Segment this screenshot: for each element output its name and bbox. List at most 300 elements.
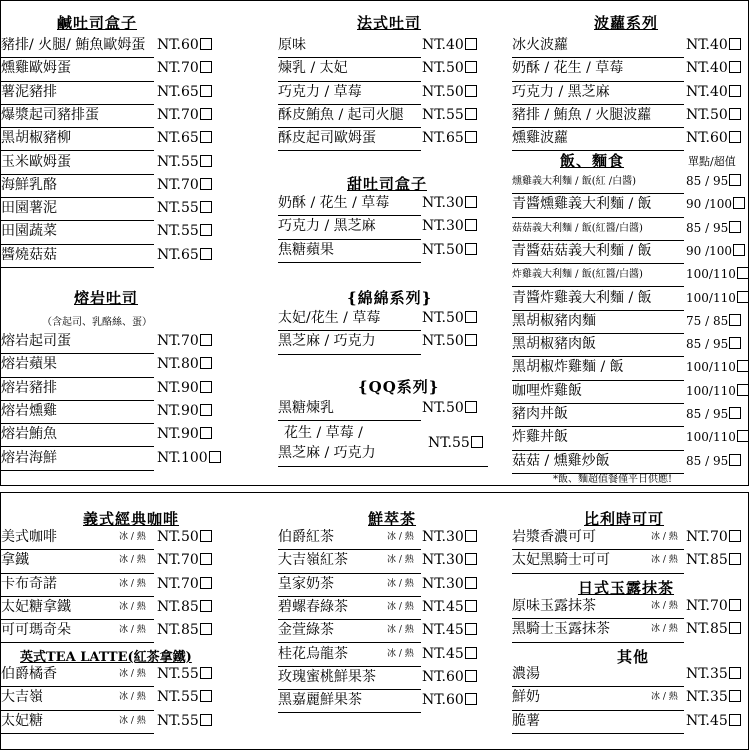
- salty-box-item: [1, 58, 199, 81]
- french-toast-item: [278, 128, 464, 151]
- item-price-text: NT.45: [686, 712, 728, 729]
- item-name: 鮮奶: [512, 689, 540, 706]
- item-checkbox[interactable]: [465, 647, 477, 659]
- matcha-item: [512, 596, 728, 619]
- item-price: [157, 597, 212, 618]
- item-price-text: 85 / 95: [686, 407, 729, 421]
- qq-combo-checkbox[interactable]: [471, 436, 483, 448]
- item-checkbox[interactable]: [733, 244, 745, 256]
- item-price: [686, 82, 741, 103]
- fresh-tea-item: [278, 690, 464, 713]
- item-name: 脆薯: [512, 712, 540, 729]
- item-price: [422, 82, 477, 103]
- item-name: 醬燒菇菇: [1, 246, 57, 263]
- item-price: [686, 194, 745, 215]
- qq-combo-line2: 黑芝麻 / 巧克力: [278, 445, 376, 461]
- item-checkbox[interactable]: [465, 553, 477, 565]
- boluo-title: 波蘿系列: [594, 14, 659, 32]
- item-price: [157, 620, 212, 641]
- fresh-tea-item: [278, 667, 464, 690]
- item-price: [422, 331, 477, 352]
- tea-latte-item: [1, 711, 199, 734]
- item-name: 熔岩豬排: [1, 379, 57, 396]
- item-price: [686, 128, 741, 149]
- item-price-text: 90 /100: [686, 243, 733, 258]
- item-price: [157, 687, 212, 708]
- item-checkbox[interactable]: [733, 197, 745, 209]
- item-name: 田園蔬菜: [1, 223, 57, 240]
- item-price: [157, 128, 212, 149]
- salty-box-item: [1, 35, 199, 58]
- item-checkbox[interactable]: [729, 174, 741, 186]
- item-price-text: NT.70: [157, 60, 199, 77]
- item-checkbox[interactable]: [200, 553, 212, 565]
- coffee-item: [1, 574, 199, 597]
- item-price-text: NT.35: [686, 666, 728, 682]
- qq-title: {QQ系列}: [358, 378, 440, 396]
- item-price-text: NT.35: [686, 689, 728, 706]
- item-checkbox[interactable]: [729, 38, 741, 50]
- item-price-text: NT.50: [422, 83, 464, 100]
- item-price: [157, 35, 212, 56]
- item-checkbox[interactable]: [200, 248, 212, 260]
- item-name: 焦糖蘋果: [278, 241, 334, 258]
- item-price: [157, 711, 212, 732]
- item-price-text: 100/110: [686, 430, 736, 445]
- item-checkbox[interactable]: [729, 530, 741, 542]
- item-price-text: NT.50: [686, 106, 728, 123]
- item-name: 太妃糖拿鐵: [1, 598, 71, 615]
- item-price-text: NT.55: [157, 223, 199, 240]
- item-name: 燻雞波蘿: [512, 130, 568, 147]
- item-price-text: 100/110: [686, 267, 736, 282]
- others-item: [512, 687, 728, 710]
- item-checkbox[interactable]: [729, 108, 741, 120]
- ice-hot-label: 冰 / 熱: [387, 625, 414, 636]
- item-name: 豬排 / 鮪魚 / 火腿波蘿: [512, 106, 652, 123]
- item-price-text: NT.100: [157, 449, 208, 466]
- item-checkbox[interactable]: [737, 291, 749, 303]
- tea-latte-title: 英式TEA LATTE(紅茶拿鐵): [20, 650, 192, 665]
- item-price: [422, 527, 477, 548]
- tea-latte-item: [1, 664, 199, 687]
- coffee-item: [1, 527, 199, 550]
- item-checkbox[interactable]: [465, 219, 477, 231]
- item-checkbox[interactable]: [737, 360, 749, 372]
- item-price: [422, 574, 477, 595]
- coffee-item: [1, 550, 199, 573]
- mianmian-item: [278, 331, 464, 354]
- item-checkbox[interactable]: [465, 131, 477, 143]
- item-name: 巧克力 / 黑芝麻: [278, 218, 376, 235]
- item-price-text: NT.30: [422, 218, 464, 235]
- item-price-text: NT.70: [157, 106, 199, 123]
- rice-noodle-item: [512, 404, 729, 427]
- item-name: 煉乳 / 太妃: [278, 60, 348, 77]
- item-price: [422, 597, 477, 618]
- rice-noodle-header-note: 單點/超值: [688, 155, 736, 168]
- rice-noodle-item: [512, 311, 729, 334]
- sweet-box-item: [278, 240, 464, 263]
- item-name: 黑糖煉乳: [278, 400, 334, 416]
- item-name: 酥皮鮪魚 / 起司火腿: [278, 106, 404, 123]
- item-name: 熔岩蘋果: [1, 356, 57, 373]
- coffee-item: [1, 597, 199, 620]
- item-price: [686, 427, 749, 448]
- item-price-text: NT.70: [157, 552, 199, 569]
- item-checkbox[interactable]: [200, 427, 212, 439]
- rice-noodle-item: [512, 288, 736, 311]
- item-price: [422, 58, 477, 79]
- item-name: 太妃/花生 / 草莓: [278, 310, 381, 326]
- item-checkbox[interactable]: [465, 623, 477, 635]
- others-item: [512, 711, 728, 734]
- item-name: 金萱綠茶: [278, 622, 334, 639]
- item-price: [157, 574, 212, 595]
- item-checkbox[interactable]: [465, 530, 477, 542]
- ice-hot-label: 冰 / 熱: [119, 669, 146, 679]
- item-name: 青醬燻雞義大利麵 / 飯: [512, 196, 652, 213]
- item-checkbox[interactable]: [737, 430, 749, 442]
- item-name: 青醬菇菇義大利麵 / 飯: [512, 242, 652, 259]
- fresh-tea-item: [278, 550, 464, 573]
- item-price-text: NT.55: [157, 200, 199, 217]
- rice-noodle-item: [512, 334, 729, 357]
- item-checkbox[interactable]: [465, 108, 477, 120]
- item-price-text: NT.50: [422, 241, 464, 258]
- item-price: [422, 620, 477, 641]
- item-name: 濃湯: [512, 666, 540, 682]
- item-price: [686, 288, 749, 309]
- item-price: [686, 311, 741, 332]
- item-checkbox[interactable]: [465, 311, 477, 323]
- lava-toast-item: [1, 378, 199, 401]
- item-name: 熔岩鮪魚: [1, 426, 57, 443]
- ice-hot-label: 冰 / 熱: [119, 715, 146, 726]
- item-price: [157, 198, 212, 219]
- item-price: [686, 711, 741, 732]
- item-price: [422, 105, 477, 126]
- ice-hot-label: 冰 / 熱: [387, 532, 414, 542]
- rice-noodle-item: [512, 171, 729, 194]
- fresh-tea-title: 鮮萃茶: [368, 510, 417, 528]
- item-checkbox[interactable]: [465, 61, 477, 73]
- item-price-text: NT.50: [422, 60, 464, 77]
- item-price: [422, 667, 477, 688]
- item-checkbox[interactable]: [465, 600, 477, 612]
- item-name: 熔岩燻雞: [1, 402, 57, 419]
- item-checkbox[interactable]: [200, 623, 212, 635]
- item-price: [422, 398, 477, 419]
- salty-box-item: [1, 175, 199, 198]
- ice-hot-label: 冰 / 熱: [119, 555, 146, 566]
- lava-toast-item: [1, 354, 199, 377]
- item-checkbox[interactable]: [729, 407, 741, 419]
- french-toast-item: [278, 82, 464, 105]
- item-name: 咖哩炸雞飯: [512, 382, 582, 399]
- item-name: 青醬炸雞義大利麵 / 飯: [512, 289, 652, 306]
- item-price: [686, 58, 741, 79]
- item-price-text: NT.30: [422, 575, 464, 592]
- lava-toast-item: [1, 401, 199, 424]
- item-checkbox[interactable]: [465, 85, 477, 97]
- item-checkbox[interactable]: [465, 401, 477, 413]
- item-checkbox[interactable]: [729, 667, 741, 679]
- ice-hot-label: 冰 / 熱: [119, 601, 146, 612]
- item-name: 卡布奇諾: [1, 575, 57, 592]
- others-item: [512, 664, 728, 687]
- rice-noodle-item: [512, 241, 733, 264]
- ice-hot-label: 冰 / 熱: [119, 532, 146, 542]
- rice-noodle-footnote: *飯、麵超值餐僅平日供應!: [553, 474, 673, 485]
- salty-box-item: [1, 221, 199, 244]
- lava-toast-title: 熔岩吐司: [74, 289, 139, 307]
- item-checkbox[interactable]: [465, 196, 477, 208]
- item-checkbox[interactable]: [200, 381, 212, 393]
- item-price: [686, 357, 749, 378]
- rice-noodle-title: 飯、麵食: [560, 152, 625, 170]
- item-price: [686, 404, 741, 425]
- item-checkbox[interactable]: [200, 690, 212, 702]
- item-price: [686, 451, 741, 472]
- item-price-text: NT.65: [422, 130, 464, 147]
- item-price-text: NT.45: [422, 622, 464, 639]
- item-price: [686, 241, 745, 262]
- boluo-item: [512, 58, 728, 81]
- item-price-text: NT.60: [686, 130, 728, 147]
- rice-noodle-item: [512, 451, 729, 474]
- item-checkbox[interactable]: [729, 314, 741, 326]
- item-price-text: NT.50: [157, 529, 199, 545]
- item-checkbox[interactable]: [729, 454, 741, 466]
- item-checkbox[interactable]: [200, 61, 212, 73]
- item-name: 奶酥 / 花生 / 草莓: [278, 195, 390, 211]
- item-name: 薯泥豬排: [1, 83, 57, 100]
- item-checkbox[interactable]: [465, 577, 477, 589]
- item-checkbox[interactable]: [465, 334, 477, 346]
- mianmian-title: {綿綿系列}: [347, 289, 433, 307]
- item-name: 黑胡椒豬肉飯: [512, 336, 596, 353]
- item-price-text: 75 / 85: [686, 313, 729, 328]
- item-checkbox[interactable]: [729, 221, 741, 233]
- item-checkbox[interactable]: [200, 108, 212, 120]
- item-name: 熔岩海鮮: [1, 449, 57, 466]
- item-price: [422, 690, 477, 711]
- item-checkbox[interactable]: [465, 670, 477, 682]
- item-checkbox[interactable]: [200, 178, 212, 190]
- item-price-text: 100/110: [686, 383, 736, 398]
- item-price-text: NT.70: [157, 333, 199, 349]
- item-price: [157, 448, 221, 469]
- sweet-box-item: [278, 193, 464, 216]
- item-checkbox[interactable]: [200, 155, 212, 167]
- item-checkbox[interactable]: [729, 714, 741, 726]
- item-price-text: NT.60: [422, 668, 464, 685]
- item-price: [686, 550, 741, 571]
- item-price-text: NT.55: [157, 666, 199, 682]
- item-name: 大吉嶺: [1, 689, 43, 706]
- item-name: 巧克力 / 黑芝麻: [512, 83, 610, 100]
- boluo-item: [512, 35, 728, 58]
- item-checkbox[interactable]: [729, 599, 741, 611]
- coffee-item: [1, 620, 199, 643]
- ice-hot-label: 冰 / 熱: [119, 692, 146, 703]
- ice-hot-label: 冰 / 熱: [387, 601, 414, 612]
- item-checkbox[interactable]: [200, 224, 212, 236]
- ice-hot-label: 冰 / 熱: [119, 578, 146, 589]
- french-toast-item: [278, 105, 464, 128]
- item-name: 巧克力 / 草莓: [278, 83, 362, 100]
- rice-noodle-item: [512, 357, 736, 380]
- item-price-text: 85 / 95: [686, 337, 729, 352]
- item-price: [686, 105, 741, 126]
- item-price: [157, 527, 212, 548]
- item-price-text: NT.45: [422, 598, 464, 615]
- item-name: 伯爵紅茶: [278, 529, 334, 545]
- ice-hot-label: 冰 / 熱: [387, 578, 414, 589]
- rice-noodle-item: [512, 218, 729, 241]
- boluo-item: [512, 128, 728, 151]
- item-checkbox[interactable]: [200, 334, 212, 346]
- item-price-text: NT.90: [157, 426, 199, 443]
- qq-combo-line1: 花生 / 草莓 /: [284, 425, 363, 441]
- item-name: 黑嘉麗鮮果茶: [278, 692, 362, 709]
- item-name: 桂花烏龍茶: [278, 645, 348, 662]
- item-name: 黑胡椒炸雞麵 / 飯: [512, 359, 624, 376]
- item-price: [157, 58, 212, 79]
- boluo-item: [512, 82, 728, 105]
- item-price-text: 85 / 95: [686, 453, 729, 468]
- item-checkbox[interactable]: [729, 61, 741, 73]
- item-name: 燻雞歐姆蛋: [1, 60, 71, 77]
- item-checkbox[interactable]: [729, 622, 741, 634]
- lava-toast-item: [1, 424, 199, 447]
- item-price: [157, 424, 212, 445]
- item-price: [686, 527, 741, 548]
- item-price: [686, 35, 741, 56]
- item-price: [422, 644, 477, 665]
- item-price: [422, 193, 477, 214]
- item-checkbox[interactable]: [465, 693, 477, 705]
- item-checkbox[interactable]: [729, 553, 741, 565]
- item-price-text: NT.45: [422, 645, 464, 662]
- item-price: [157, 175, 212, 196]
- item-price: [422, 216, 477, 237]
- item-price-text: NT.50: [422, 310, 464, 326]
- item-price: [422, 550, 477, 571]
- item-price-text: NT.40: [686, 37, 728, 53]
- matcha-item: [512, 619, 728, 642]
- item-price-text: NT.40: [686, 60, 728, 77]
- item-name: 爆漿起司豬排蛋: [1, 106, 99, 123]
- item-checkbox[interactable]: [200, 600, 212, 612]
- item-checkbox[interactable]: [729, 690, 741, 702]
- item-checkbox[interactable]: [465, 243, 477, 255]
- item-price-text: 90 /100: [686, 197, 733, 212]
- item-price-text: NT.85: [157, 622, 199, 639]
- item-name: 原味: [278, 37, 306, 53]
- item-price-text: NT.55: [157, 712, 199, 729]
- coffee-title: 義式經典咖啡: [83, 510, 180, 528]
- item-checkbox[interactable]: [200, 201, 212, 213]
- item-checkbox[interactable]: [200, 530, 212, 542]
- item-checkbox[interactable]: [729, 131, 741, 143]
- item-price-text: 85 / 95: [686, 174, 729, 188]
- item-name: 伯爵橘香: [1, 666, 57, 682]
- item-price-text: NT.65: [157, 83, 199, 100]
- item-price: [157, 401, 212, 422]
- item-name: 玫瑰蜜桃鮮果茶: [278, 668, 376, 685]
- salty-box-item: [1, 245, 199, 268]
- item-price: [686, 264, 749, 285]
- french-toast-title: 法式吐司: [357, 14, 422, 32]
- item-name: 黑芝麻 / 巧克力: [278, 333, 376, 350]
- qq-combo-row: [278, 425, 488, 467]
- fresh-tea-item: [278, 620, 464, 643]
- ice-hot-label: 冰 / 熱: [387, 648, 414, 659]
- item-name: 酥皮起司歐姆蛋: [278, 130, 376, 147]
- item-name: 豬排/ 火腿/ 鮪魚歐姆蛋: [1, 37, 146, 53]
- salty-box-item: [1, 82, 199, 105]
- item-price-text: NT.55: [157, 153, 199, 170]
- fresh-tea-item: [278, 597, 464, 620]
- item-price-text: NT.30: [422, 552, 464, 569]
- ice-hot-label: 冰 / 熱: [119, 625, 146, 636]
- item-checkbox[interactable]: [737, 267, 749, 279]
- item-name: 田園薯泥: [1, 200, 57, 217]
- item-checkbox[interactable]: [200, 667, 212, 679]
- item-checkbox[interactable]: [209, 451, 221, 463]
- lava-toast-note: （含起司、乳酪絲、蛋）: [42, 317, 152, 328]
- item-price: [686, 687, 741, 708]
- item-checkbox[interactable]: [200, 38, 212, 50]
- item-price: [686, 218, 741, 239]
- item-checkbox[interactable]: [729, 85, 741, 97]
- item-checkbox[interactable]: [200, 131, 212, 143]
- lava-toast-item: [1, 448, 208, 471]
- item-price-text: NT.60: [422, 692, 464, 709]
- belgian-cocoa-title: 比利時可可: [584, 510, 665, 528]
- item-checkbox[interactable]: [200, 357, 212, 369]
- item-checkbox[interactable]: [200, 404, 212, 416]
- item-checkbox[interactable]: [200, 714, 212, 726]
- ice-hot-label: 冰 / 熱: [651, 692, 678, 703]
- item-price: [157, 245, 212, 266]
- item-price-text: NT.70: [157, 176, 199, 193]
- item-name: 太妃糖: [1, 712, 43, 729]
- ice-hot-label: 冰 / 熱: [387, 555, 414, 566]
- item-checkbox[interactable]: [729, 337, 741, 349]
- french-toast-item: [278, 35, 464, 58]
- item-price-text: NT.85: [686, 621, 728, 638]
- item-checkbox[interactable]: [737, 384, 749, 396]
- item-price-text: NT.90: [157, 379, 199, 396]
- item-checkbox[interactable]: [200, 577, 212, 589]
- sweet-box-item: [278, 216, 464, 239]
- item-price: [422, 240, 477, 261]
- item-name: 黑胡椒豬肉麵: [512, 312, 596, 329]
- item-checkbox[interactable]: [200, 85, 212, 97]
- item-name: 可可瑪奇朵: [1, 622, 71, 639]
- item-name: 菇菇義大利麵 / 飯(紅醬/白醬): [512, 222, 643, 234]
- fresh-tea-item: [278, 644, 464, 667]
- item-checkbox[interactable]: [465, 38, 477, 50]
- fresh-tea-item: [278, 574, 464, 597]
- item-price-text: NT.30: [422, 529, 464, 545]
- item-name: 大吉嶺紅茶: [278, 552, 348, 569]
- salty-box-item: [1, 198, 199, 221]
- item-price: [422, 308, 477, 329]
